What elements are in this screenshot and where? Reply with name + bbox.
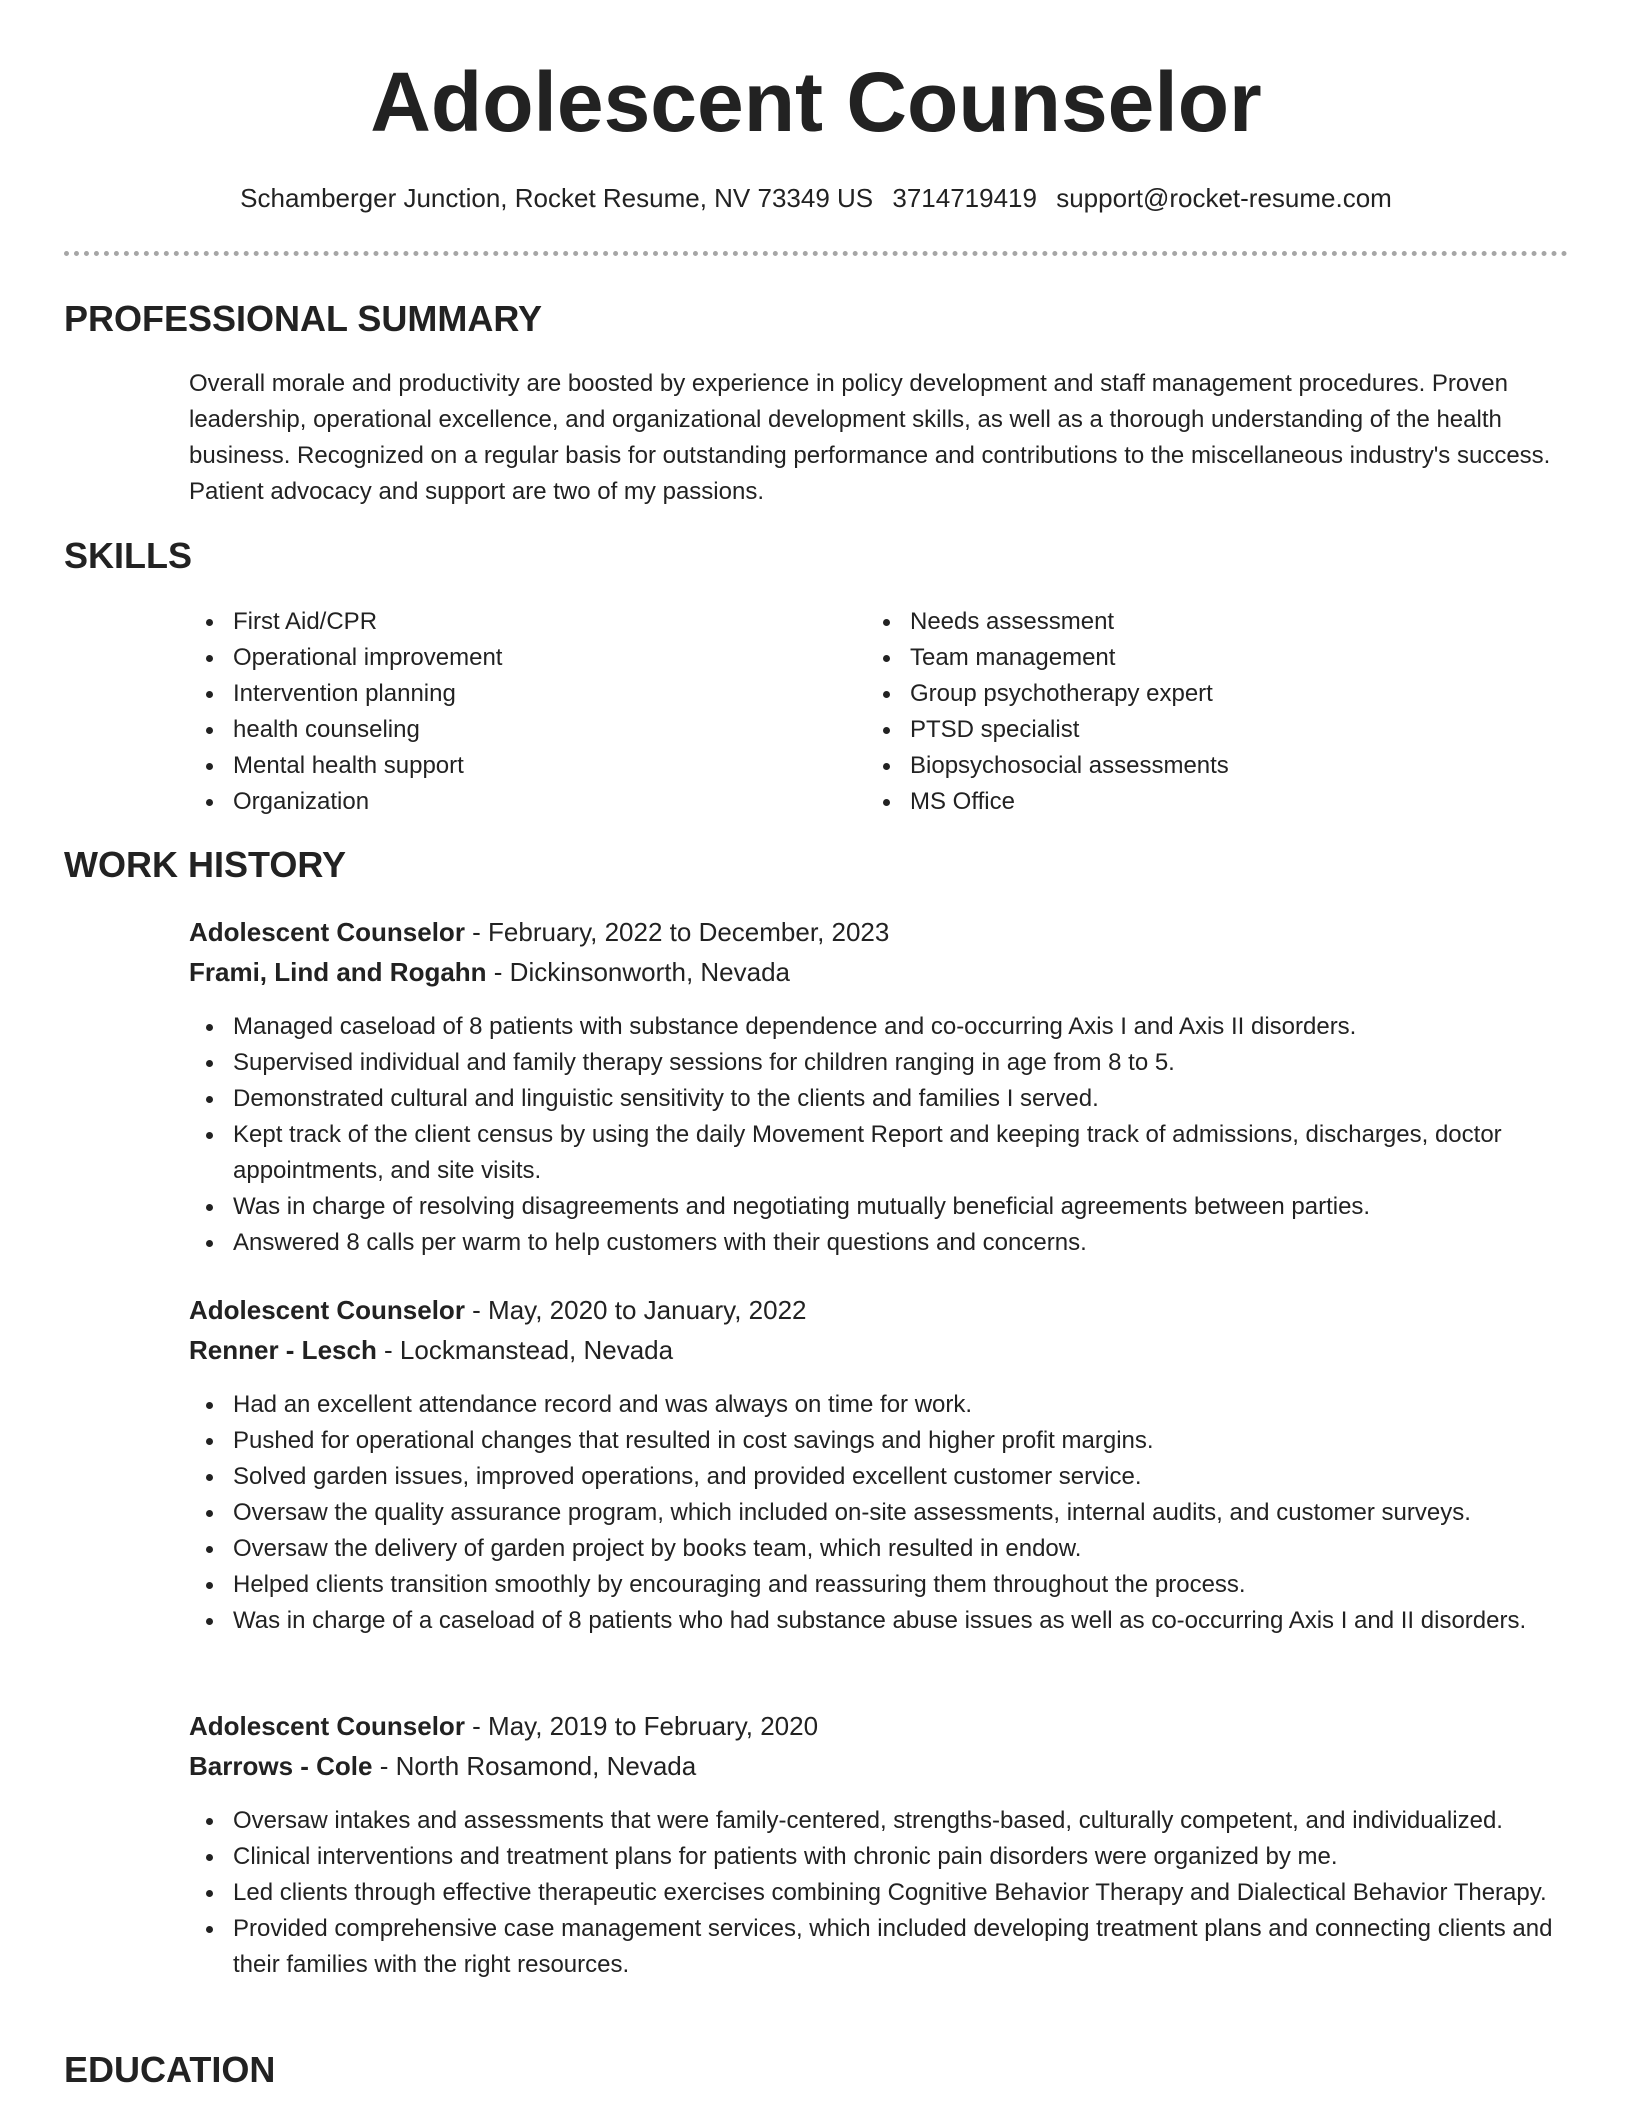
section-title-education: EDUCATION — [64, 2049, 276, 2090]
job-title: Adolescent Counselor — [189, 917, 465, 947]
job-title: Adolescent Counselor — [189, 1295, 465, 1325]
job-company-line — [189, 1331, 673, 1369]
job-bullet: Demonstrated cultural and linguistic sensitivity to the clients and families I served. — [189, 1081, 1579, 1117]
job-bullet: Helped clients transition smoothly by encouraging and reassuring them throughout the process. — [189, 1567, 1579, 1603]
job-bullet: Was in charge of a caseload of 8 patients who had substance abuse issues as well as co-occurring Axis I and II disorders. — [189, 1603, 1579, 1639]
job-bullet: Led clients through effective therapeutic exercises combining Cognitive Behavior Therapy and Dialectical Behavior Therapy. — [189, 1875, 1579, 1911]
job-bullet: Oversaw intakes and assessments that were family-centered, strengths-based, culturally competent, and individualized. — [189, 1803, 1579, 1839]
job-dates: - May, 2020 to January, 2022 — [464, 1295, 807, 1325]
skill-item: First Aid/CPR — [189, 604, 829, 640]
resume-name: Adolescent Counselor — [370, 55, 1262, 149]
job-bullet: Oversaw the quality assurance program, which included on-site assessments, internal audits, and customer surveys. — [189, 1495, 1579, 1531]
contact-address: Schamberger Junction, Rocket Resume, NV 73349 US — [240, 183, 874, 213]
skills-list-left — [189, 604, 829, 820]
job-bullet: Pushed for operational changes that resulted in cost savings and higher profit margins. — [189, 1423, 1579, 1459]
job-bullet: Had an excellent attendance record and was always on time for work. — [189, 1387, 1579, 1423]
job-dates: - May, 2019 to February, 2020 — [464, 1711, 819, 1741]
job-company: Frami, Lind and Rogahn — [189, 957, 487, 987]
job-bullet: Provided comprehensive case management services, which included developing treatment plans and connecting clients and their families with the right resources. — [189, 1911, 1579, 1983]
job-company-line — [189, 953, 790, 991]
job-bullet: Kept track of the client census by using the daily Movement Report and keeping track of admissions, discharges, doctor appointments, and site visits. — [189, 1117, 1579, 1189]
job-dates: - February, 2022 to December, 2023 — [464, 917, 890, 947]
job-company: Barrows - Cole — [189, 1751, 373, 1781]
summary-text: Overall morale and productivity are boosted by experience in policy development and staff management procedures. Proven leadership, operational excellence, and organizational development skills, as well as a thorough understanding of the health business. Recognized on a regular basis for outstanding performance and contributions to the miscellaneous industry's success. Patient advocacy and support are two of my passions. — [189, 370, 1551, 505]
job-title-line — [189, 1707, 818, 1745]
skill-item: Intervention planning — [189, 676, 829, 712]
job-bullet: Answered 8 calls per warm to help customers with their questions and concerns. — [189, 1225, 1579, 1261]
section-title-skills: SKILLS — [64, 535, 193, 576]
contact-email: support@rocket-resume.com — [1056, 183, 1392, 213]
job-title-line — [189, 913, 889, 951]
header-divider — [64, 251, 1568, 256]
skill-item: MS Office — [866, 784, 1566, 820]
job-location: - North Rosamond, Nevada — [372, 1751, 697, 1781]
job-location: - Dickinsonworth, Nevada — [486, 957, 791, 987]
skill-item: Organization — [189, 784, 829, 820]
section-title-summary: PROFESSIONAL SUMMARY — [64, 298, 543, 339]
job-title-line — [189, 1291, 807, 1329]
section-title-work: WORK HISTORY — [64, 844, 347, 885]
skill-item: Needs assessment — [866, 604, 1566, 640]
contact-phone: 3714719419 — [892, 183, 1037, 213]
skill-item: health counseling — [189, 712, 829, 748]
job-bullet: Solved garden issues, improved operations, and provided excellent customer service. — [189, 1459, 1579, 1495]
skill-item: Mental health support — [189, 748, 829, 784]
contact-line — [0, 180, 1632, 216]
job-title: Adolescent Counselor — [189, 1711, 465, 1741]
skill-item: Team management — [866, 640, 1566, 676]
skill-item: PTSD specialist — [866, 712, 1566, 748]
job-location: - Lockmanstead, Nevada — [376, 1335, 674, 1365]
skill-item: Operational improvement — [189, 640, 829, 676]
job-bullets — [189, 1009, 1579, 1261]
skills-list-right — [866, 604, 1566, 820]
job-company-line — [189, 1747, 696, 1785]
job-company: Renner - Lesch — [189, 1335, 377, 1365]
job-bullet: Managed caseload of 8 patients with substance dependence and co-occurring Axis I and Axis II disorders. — [189, 1009, 1579, 1045]
job-bullet: Oversaw the delivery of garden project by books team, which resulted in endow. — [189, 1531, 1579, 1567]
job-bullet: Clinical interventions and treatment plans for patients with chronic pain disorders were organized by me. — [189, 1839, 1579, 1875]
skill-item: Group psychotherapy expert — [866, 676, 1566, 712]
job-bullets — [189, 1387, 1579, 1639]
job-bullets — [189, 1803, 1579, 1983]
job-bullet: Was in charge of resolving disagreements and negotiating mutually beneficial agreements between parties. — [189, 1189, 1579, 1225]
skill-item: Biopsychosocial assessments — [866, 748, 1566, 784]
job-bullet: Supervised individual and family therapy sessions for children ranging in age from 8 to 5. — [189, 1045, 1579, 1081]
